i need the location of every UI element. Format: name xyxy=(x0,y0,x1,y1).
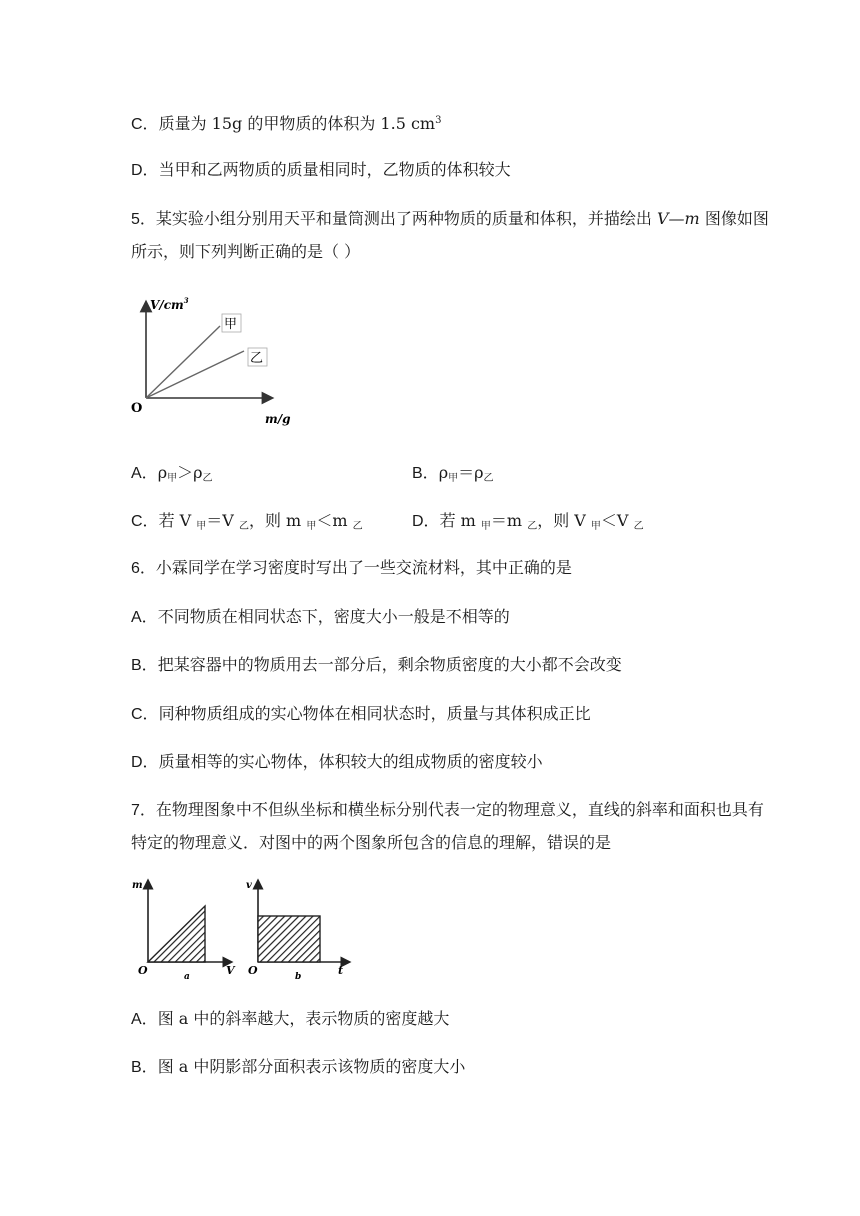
option-text: ＝V xyxy=(206,511,239,530)
line-yi-label: 乙 xyxy=(250,351,264,366)
option-letter: C． xyxy=(131,706,159,723)
option-letter: D． xyxy=(131,162,159,179)
variable: V—m xyxy=(657,209,700,228)
subscript: 乙 xyxy=(352,521,363,532)
option-text: 同种物质组成的实心物体在相同状态时，质量与其体积成正比 xyxy=(158,704,591,723)
q5-stem-line1 xyxy=(131,207,769,232)
figure-a-x-label: V xyxy=(226,964,235,977)
figure-a-caption: a xyxy=(184,972,190,982)
option-letter: A． xyxy=(131,465,158,482)
rho: ρ xyxy=(474,463,484,482)
q7-option-a xyxy=(131,1007,449,1032)
option-text: ，则 V xyxy=(537,511,591,530)
option-text: ＝m xyxy=(490,511,528,530)
q6-option-a xyxy=(131,605,510,630)
question-number: 5． xyxy=(131,211,156,228)
q6-option-c xyxy=(131,702,591,727)
subscript: 乙 xyxy=(202,473,213,484)
rho: ρ xyxy=(193,463,203,482)
option-letter: B． xyxy=(131,657,158,674)
q6-option-d xyxy=(131,750,543,775)
question-text: 某实验小组分别用天平和量筒测出了两种物质的质量和体积，并描绘出 xyxy=(155,209,657,228)
option-letter: B． xyxy=(412,465,439,482)
question-text: 小霖同学在学习密度时写出了一些交流材料，其中正确的是 xyxy=(155,558,572,577)
option-text: 不同物质在相同状态下，密度大小一般是不相等的 xyxy=(157,607,510,626)
q5-stem-line2 xyxy=(131,240,360,264)
superscript: 3 xyxy=(435,115,442,126)
option-text: ，则 m xyxy=(248,511,307,530)
figure-b-origin: O xyxy=(248,964,258,977)
subscript: 乙 xyxy=(238,521,249,532)
question-text: 图像如图 xyxy=(699,209,769,228)
figure-b-x-label: t xyxy=(338,964,344,977)
operator: ＝ xyxy=(458,463,475,482)
line-jia-label: 甲 xyxy=(224,317,238,332)
line-jia xyxy=(146,326,220,398)
option-text: ＜V xyxy=(600,511,634,530)
rho: ρ xyxy=(438,463,449,482)
option-text: 质量相等的实心物体，体积较大的组成物质的密度较小 xyxy=(158,752,543,771)
figure-b-caption: b xyxy=(295,972,302,982)
option-text: 当甲和乙两物质的质量相同时，乙物质的体积较大 xyxy=(158,160,511,179)
option-letter: D． xyxy=(412,513,440,530)
q5-option-d xyxy=(412,509,644,539)
subscript: 甲 xyxy=(480,521,491,532)
q6-stem xyxy=(131,556,572,581)
subscript: 甲 xyxy=(590,521,601,532)
q5-option-c xyxy=(131,509,363,539)
figure-a-origin: O xyxy=(138,964,148,977)
x-axis-label: m/g xyxy=(265,412,291,426)
question-text: 所示，则下列判断正确的是（ ） xyxy=(131,242,361,261)
question-number: 7． xyxy=(131,802,156,819)
q4-option-d xyxy=(131,158,511,183)
question-text: 在物理图象中不但纵坐标和横坐标分别代表一定的物理意义，直线的斜率和面积也具有 xyxy=(155,800,764,819)
q7-stem-line2 xyxy=(131,831,611,855)
subscript: 乙 xyxy=(527,521,538,532)
option-text: 若 V xyxy=(158,511,197,530)
figure-b-shaded-rect xyxy=(258,916,320,962)
q5-option-a xyxy=(131,461,213,491)
option-text: 若 m xyxy=(439,511,481,530)
option-text: 图 a 中的斜率越大，表示物质的密度越大 xyxy=(157,1009,450,1028)
option-text: ＜m xyxy=(316,511,353,530)
question-number: 6． xyxy=(131,560,156,577)
option-letter: A． xyxy=(131,1011,158,1028)
q7-option-b xyxy=(131,1055,465,1080)
q4-option-c xyxy=(131,109,441,137)
subscript: 甲 xyxy=(448,473,459,484)
y-axis-label: $V/cm^3$ xyxy=(150,296,189,312)
origin-label: O xyxy=(131,401,143,416)
option-letter: C． xyxy=(131,513,159,530)
option-text: 把某容器中的物质用去一部分后，剩余物质密度的大小都不会改变 xyxy=(157,655,622,674)
line-yi xyxy=(146,351,244,398)
rho: ρ xyxy=(157,463,168,482)
question-text: 特定的物理意义．对图中的两个图象所包含的信息的理解，错误的是 xyxy=(131,833,612,852)
figure-a-y-label: m xyxy=(132,880,143,891)
q7-figures xyxy=(128,874,358,982)
option-letter: D． xyxy=(131,754,159,771)
option-letter: B． xyxy=(131,1059,158,1076)
subscript: 乙 xyxy=(633,521,644,532)
subscript: 甲 xyxy=(167,473,178,484)
subscript: 甲 xyxy=(306,521,317,532)
operator: ＞ xyxy=(177,463,194,482)
figure-b-y-label: v xyxy=(246,880,252,891)
option-letter: C． xyxy=(131,116,159,133)
q7-stem-line1 xyxy=(131,798,764,823)
q5-figure xyxy=(128,288,308,432)
figure-a xyxy=(132,880,236,982)
option-text: 质量为 15g 的甲物质的体积为 1.5 cm xyxy=(158,114,436,133)
subscript: 甲 xyxy=(196,521,207,532)
option-letter: A． xyxy=(131,609,158,626)
figure-b xyxy=(246,880,346,982)
q6-option-b xyxy=(131,653,622,678)
figure-a-shaded-triangle xyxy=(148,906,205,962)
option-text: 图 a 中阴影部分面积表示该物质的密度大小 xyxy=(157,1057,466,1076)
q5-option-b xyxy=(412,461,494,491)
subscript: 乙 xyxy=(483,473,494,484)
